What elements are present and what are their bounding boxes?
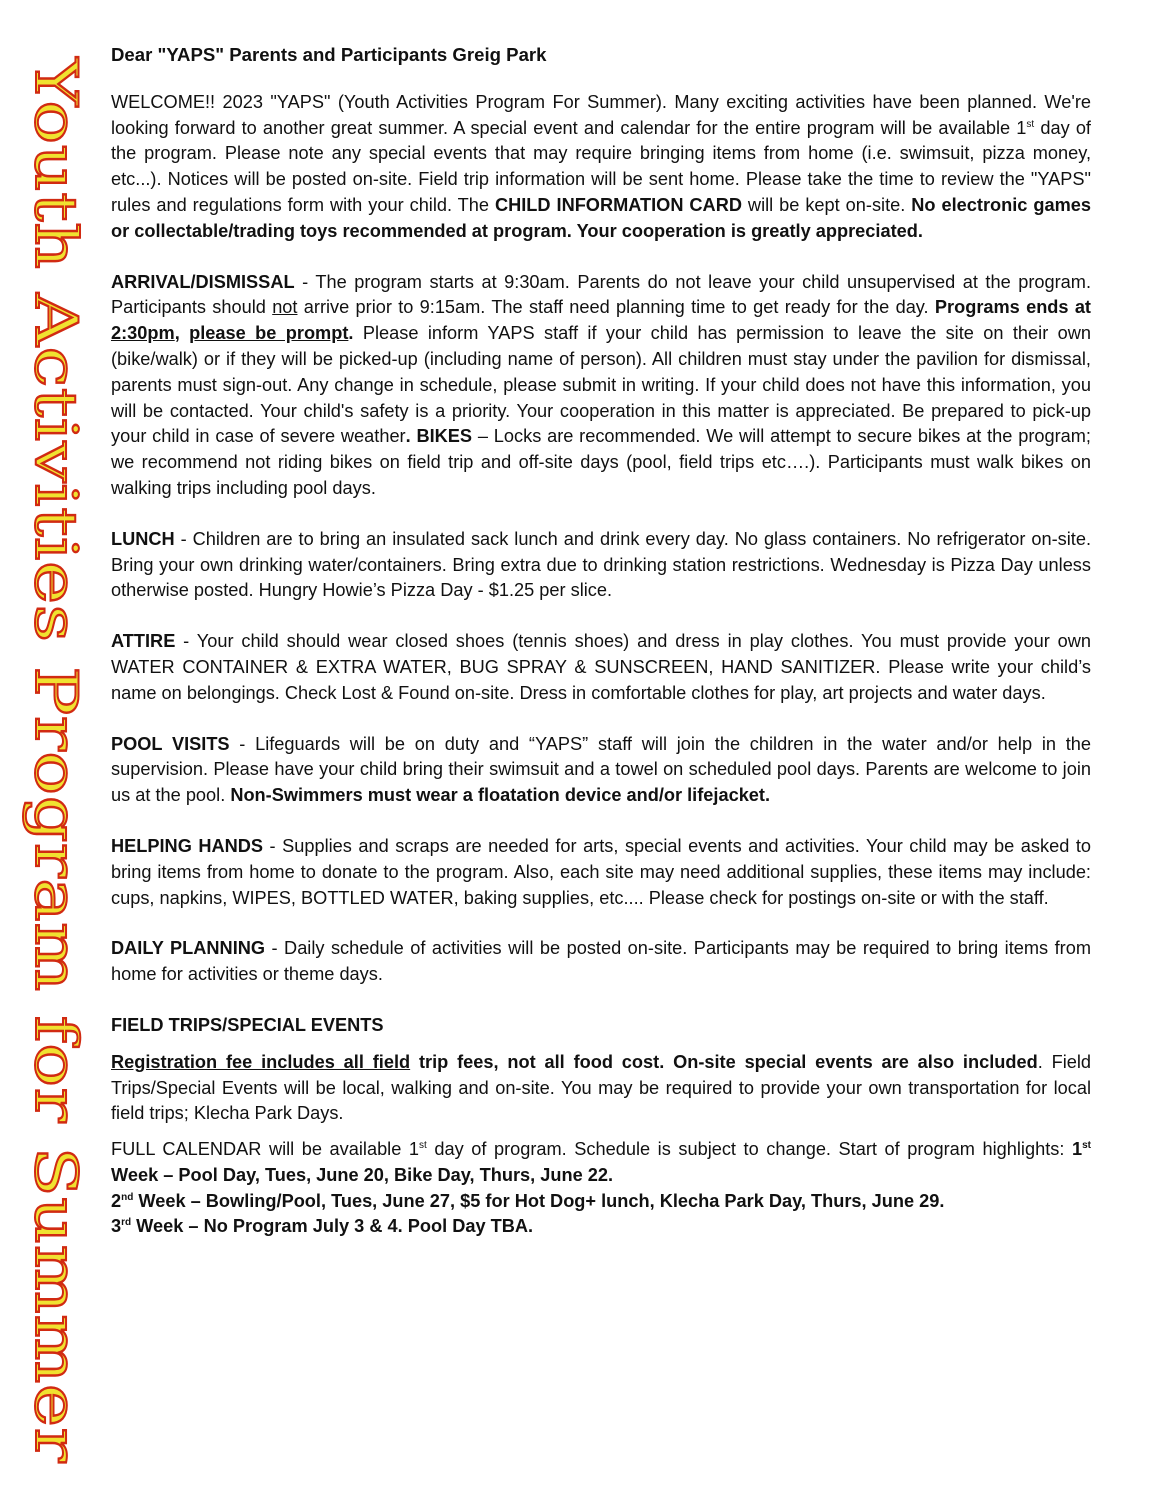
welcome-sup-1: st [1026,118,1035,130]
field-trips-paragraph [111,1050,1091,1127]
child-info-card-bold: CHILD INFORMATION CARD [494,194,742,215]
pool-visits-paragraph [111,732,1091,809]
week-1-number: 1 [1071,1139,1083,1160]
week-1-text: Week – Pool Day, Tues, June 20, Bike Day, Thurs, June 22. [111,1164,614,1185]
lunch-title: LUNCH [111,528,175,549]
pool-visits-title: POOL VISITS [111,733,230,754]
side-title-text: Youth Activities Program for Summer [22,58,90,1179]
letter-heading: Dear "YAPS" Parents and Participants Greig Park [111,44,547,65]
helping-hands-title: HELPING HANDS [111,835,264,856]
arrival-not-underlined: not [272,297,298,318]
pool-visits-text: - Lifeguards will be on duty and “YAPS” staff will join the children in the water and/or help in the supervision. Please have your child bring their swimsuit and a towel on scheduled pool days. Parents are welcome to join us at the pool. [111,733,1091,806]
calendar-text-1: FULL CALENDAR will be available 1 [111,1139,420,1160]
week-2-text: Week – Bowling/Pool, Tues, June 27, $5 for Hot Dog+ lunch, Klecha Park Day, Thurs, June 29. [133,1190,945,1211]
helping-hands-text: - Supplies and scraps are needed for arts, special events and activities. Your child may be asked to bring items from home to donate to the program. Also, each site may need additional supplies, these items may include: cups, napkins, WIPES, BOTTLED WATER, baking supplies, etc.... Please check for postings on-site or with the staff. [111,835,1092,908]
registration-fee-underlined: Registration fee includes all field [111,1051,411,1072]
program-ends-bold: Programs ends at [934,297,1091,318]
full-calendar-paragraph [111,1137,1091,1240]
arrival-dismissal-title: ARRIVAL/DISMISSAL [111,271,295,292]
arrival-text-2: arrive prior to 9:15am. The staff need planning time to get ready for the day. [297,297,935,318]
be-prompt-underlined: please be prompt [189,323,349,344]
calendar-text-2: day of program. Schedule is subject to change. Start of program highlights: [426,1139,1072,1160]
daily-planning-text: - Daily schedule of activities will be posted on-site. Participants may be required to bring items from home for activities or theme days. [111,938,1091,985]
welcome-paragraph [111,90,1091,245]
arrival-dismissal-paragraph [111,270,1091,502]
letter-body [111,42,1091,1250]
week-3-number: 3 [111,1216,122,1237]
week-3-text: Week – No Program July 3 & 4. Pool Day TBA. [131,1216,534,1237]
week-1-sup: st [1082,1140,1091,1152]
arrival-comma: , [174,323,190,344]
field-trips-bold: trip fees, not all food cost. On-site special events are also included [410,1051,1038,1072]
helping-hands-paragraph [111,834,1091,911]
welcome-text-1: WELCOME!! 2023 "YAPS" (Youth Activities Program For Summer). Many exciting activities have been planned. We're looking forward to another great summer. A special event and calendar for the entire program will be available 1 [111,91,1091,138]
attire-title: ATTIRE [111,631,176,652]
welcome-text-2: day of the program. Please note any special events that may require bringing items from home (i.e. swimsuit, pizza money, etc...). Notices will be posted on-site. Field trip information will be sent home. Please take the time to review the "YAPS" rules and regulations form with your child. The [111,117,1091,215]
daily-planning-paragraph [111,936,1091,988]
non-swimmers-bold: Non-Swimmers must wear a floatation device and/or lifejacket. [230,785,771,806]
arrival-text-3: Please inform YAPS staff if your child has permission to leave the site on their own (bike/walk) or if they will be picked-up (including name of person). All children must stay under the pavilion for dismissal, parents must sign-out. Any change in schedule, please submit in writing. If your child does not have this information, you will be contacted. Your child's safety is a priority. Your cooperation in this matter is appreciated. Be prepared to pick-up your child in case of severe weather [111,323,1092,447]
lunch-paragraph [111,527,1091,604]
arrival-period: . [348,323,354,344]
week-3-sup: rd [121,1217,132,1229]
calendar-sup-1: st [419,1140,427,1152]
no-electronics-bold: No electronic games or collectable/trading toys recommended at program. Your cooperation is greatly appreciated. [111,194,1091,241]
end-time-underlined: 2:30pm [111,323,175,344]
attire-paragraph [111,629,1091,706]
attire-text: - Your child should wear closed shoes (tennis shoes) and dress in play clothes. You must provide your own WATER CONTAINER & EXTRA WATER, BUG SPRAY & SUNSCREEN, HAND SANITIZER. Please write your child’s name on belongings. Check Lost & Found on-site. Dress in comfortable clothes for play, art projects and water days. [111,631,1091,703]
bikes-title: . BIKES [405,426,473,447]
field-trips-text: . Field Trips/Special Events will be local, walking and on-site. You may be required to provide your own transportation for local field trips; Klecha Park Days. [111,1051,1092,1124]
lunch-text: - Children are to bring an insulated sack lunch and drink every day. No glass containers. No refrigerator on-site. Bring your own drinking water/containers. Bring extra due to drinking station restrictions. Wednesday is Pizza Day unless otherwise posted. Hungry Howie’s Pizza Day - $1.25 per slice. [111,528,1091,601]
daily-planning-title: DAILY PLANNING [111,938,266,959]
field-trips-title: FIELD TRIPS/SPECIAL EVENTS [111,1014,384,1035]
week-2-number: 2 [111,1190,122,1211]
side-title-banner [2,58,112,1468]
arrival-text-4: – Locks are recommended. We will attempt to secure bikes at the program; we recommend not riding bikes on field trip and off-site days (pool, field trips etc….). Participants must walk bikes on walking trips including pool days. [111,426,1091,498]
week-2-sup: nd [121,1191,134,1203]
welcome-text-3: will be kept on-site. [741,194,912,215]
arrival-text-1: - The program starts at 9:30am. Parents do not leave your child unsupervised at the program. Participants should [111,271,1091,318]
